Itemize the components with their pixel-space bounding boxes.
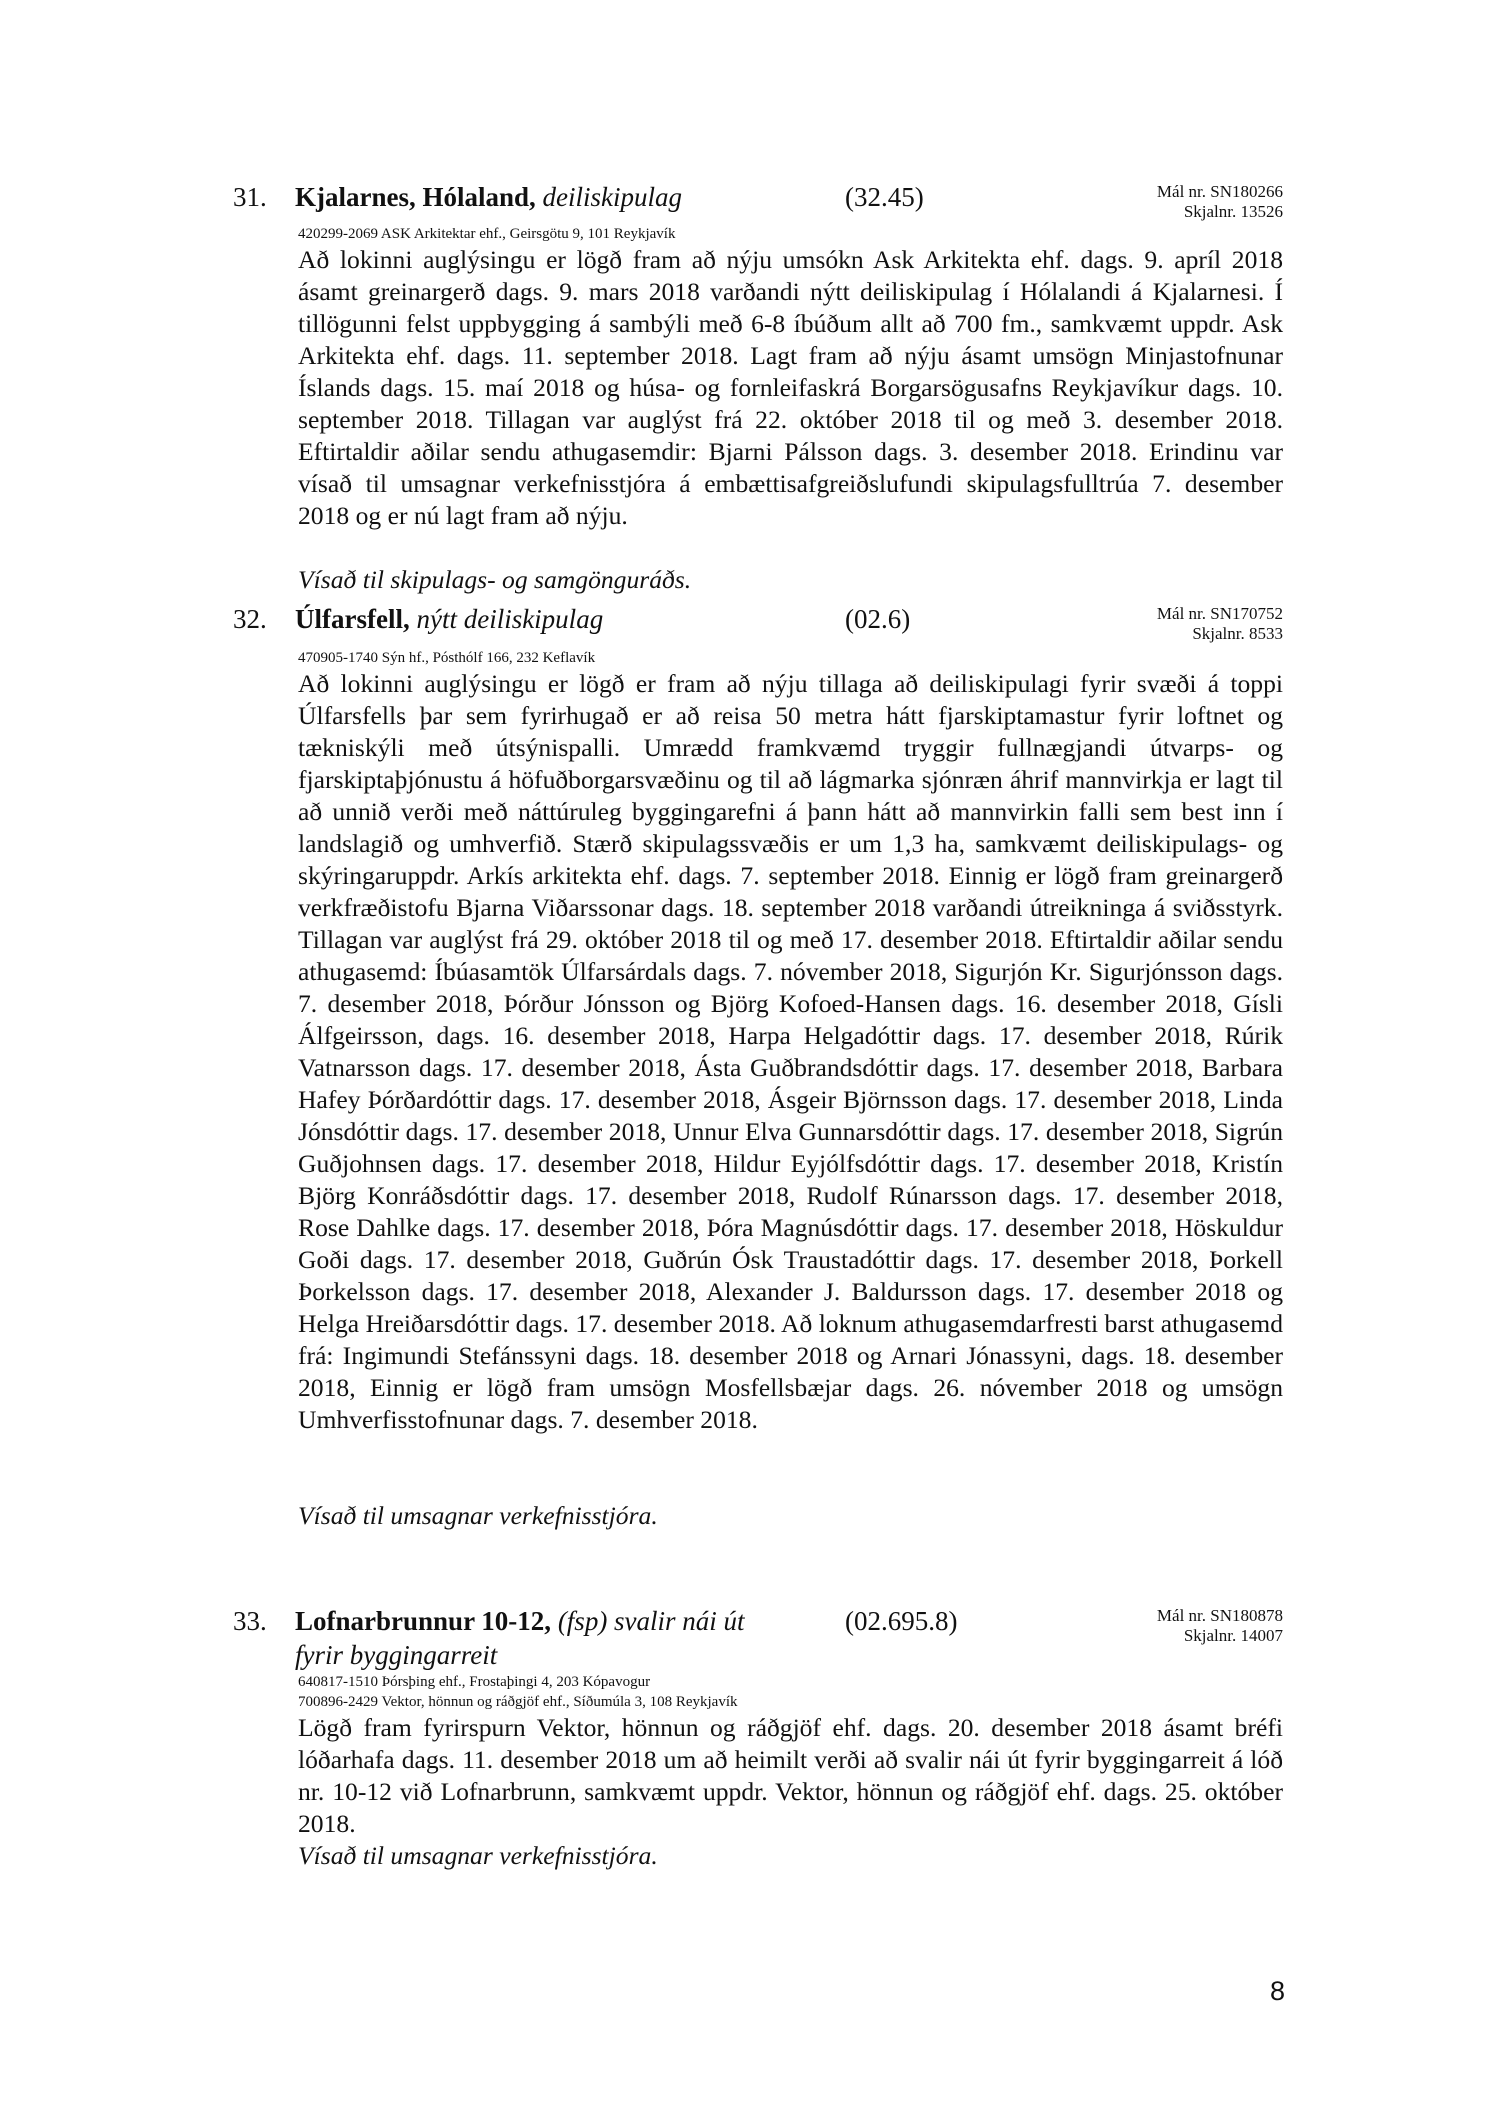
item-title-italic-cont: fyrir byggingarreit [295,1640,498,1670]
item-title-italic: (fsp) svalir nái út [557,1606,745,1636]
applicant-line: 700896-2429 Vektor, hönnun og ráðgjöf ehf., Síðumúla 3, 108 Reykjavík [298,1694,738,1710]
item-number: 32. [233,604,267,634]
item-reference: (02.695.8) [845,1606,958,1636]
record-number: Skjalnr. 14007 [1183,1626,1283,1645]
item-title-bold: Úlfarsfell, [295,604,410,634]
case-number: Mál nr. SN180266 [1156,182,1283,201]
item-title [295,602,815,636]
item-title-italic: nýtt deiliskipulag [416,604,604,634]
item-title [295,1604,815,1672]
item-reference: (02.6) [845,604,911,634]
case-numbers [1157,1606,1283,1646]
item-number: 33. [233,1606,267,1636]
record-number: Skjalnr. 13526 [1183,202,1283,221]
item-title-bold: Lofnarbrunnur 10-12, [295,1606,552,1636]
item-title-italic: deiliskipulag [542,182,683,212]
item-conclusion: Vísað til umsagnar verkefnisstjóra. [298,1841,658,1870]
item-title-bold: Kjalarnes, Hólaland, [295,182,536,212]
item-body: Að lokinni auglýsingu er lögð fram að nýju umsókn Ask Arkitekta ehf. dags. 9. apríl 2018 ásamt greinargerð dags. 9. mars 2018 varðandi nýtt deiliskipulag í Hólalandi á Kjalarnesi. Í tillögunni felst uppbygging á sambýli með 6-8 íbúðum allt að 700 fm., samkvæmt uppdr. Ask Arkitekta ehf. dags. 11. september 2018. Lagt fram að nýju ásamt umsögn Minjastofnunar Íslands dags. 15. maí 2018 og húsa- og fornleifaskrá Borgarsögusafns Reykjavíkur dags. 10. september 2018. Tillagan var auglýst frá 22. október 2018 til og með 3. desember 2018. Eftirtaldir aðilar sendu athugasemdir: Bjarni Pálsson dags. 3. desember 2018. Erindinu var vísað til umsagnar verkefnisstjóra á embættisafgreiðslufundi skipulagsfulltrúa 7. desember 2018 og er nú lagt fram að nýju. [298,245,1283,530]
applicant-line: 640817-1510 Þórsþing ehf., Frostaþingi 4, 203 Kópavogur [298,1674,651,1690]
item-conclusion: Vísað til umsagnar verkefnisstjóra. [298,1501,658,1530]
case-number: Mál nr. SN180878 [1156,1606,1283,1625]
item-reference: (32.45) [845,182,924,212]
case-number: Mál nr. SN170752 [1156,604,1283,623]
item-body: Að lokinni auglýsingu er lögð er fram að nýju tillaga að deiliskipulagi fyrir svæði á toppi Úlfarsfells þar sem fyrirhugað er að reisa 50 metra hátt fjarskiptamastur fyrir loftnet og tækniskýli með útsýnispalli. Umrædd framkvæmd tryggir fullnægjandi útvarps- og fjarskiptaþjónustu á höfuðborgarsvæðinu og til að lágmarka sjónræn áhrif mannvirkja er lagt til að unnið verði með náttúruleg byggingarefni á þann hátt að mannvirkin falli sem best inn í landslagið og umhverfið. Stærð skipulagssvæðis er um 1,3 ha, samkvæmt deiliskipulags- og skýringaruppdr. Arkís arkitekta ehf. dags. 7. september 2018. Einnig er lögð fram greinargerð verkfræðistofu Bjarna Viðarssonar dags. 18. september 2018 varðandi útreikninga á sviðsstyrk. Tillagan var auglýst frá 29. október 2018 til og með 17. desember 2018. Eftirtaldir aðilar sendu athugasemd: Íbúasamtök Úlfarsárdals dags. 7. nóvember 2018, Sigurjón Kr. Sigurjónsson dags. 7. desember 2018, Þórður Jónsson og Björg Kofoed-Hansen dags. 16. desember 2018, Gísli Álfgeirsson, dags. 16. desember 2018, Harpa Helgadóttir dags. 17. desember 2018, Rúrik Vatnarsson dags. 17. desember 2018, Ásta Guðbrandsdóttir dags. 17. desember 2018, Barbara Hafey Þórðardóttir dags. 17. desember 2018, Ásgeir Björnsson dags. 17. desember 2018, Linda Jónsdóttir dags. 17. desember 2018, Unnur Elva Gunnarsdóttir dags. 17. desember 2018, Sigrún Guðjohnsen dags. 17. desember 2018, Hildur Eyjólfsdóttir dags. 17. desember 2018, Kristín Björg Konráðsdóttir dags. 17. desember 2018, Rudolf Rúnarsson dags. 17. desember 2018, Rose Dahlke dags. 17. desember 2018, Þóra Magnúsdóttir dags. 17. desember 2018, Höskuldur Goði dags. 17. desember 2018, Guðrún Ósk Traustadóttir dags. 17. desember 2018, Þorkell Þorkelsson dags. 17. desember 2018, Alexander J. Baldursson dags. 17. desember 2018 og Helga Hreiðarsdóttir dags. 17. desember 2018. Að loknum athugasemdarfresti barst athugasemd frá: Ingimundi Stefánssyni dags. 18. desember 2018 og Arnari Jónassyni, dags. 18. desember 2018, Einnig er lögð fram umsögn Mosfellsbæjar dags. 26. nóvember 2018 og umsögn Umhverfisstofnunar dags. 7. desember 2018. [298,669,1283,1434]
applicant-line: 470905-1740 Sýn hf., Pósthólf 166, 232 Keflavík [298,650,596,666]
item-conclusion: Vísað til skipulags- og samgönguráðs. [298,565,692,594]
page-number: 8 [1269,1976,1285,2006]
item-number: 31. [233,182,267,212]
item-body: Lögð fram fyrirspurn Vektor, hönnun og ráðgjöf ehf. dags. 20. desember 2018 ásamt bréfi lóðarhafa dags. 11. desember 2018 um að heimilt verði að svalir nái út fyrir byggingarreit á lóð nr. 10-12 við Lofnarbrunn, samkvæmt uppdr. Vektor, hönnun og ráðgjöf ehf. dags. 25. október 2018. [298,1713,1283,1838]
applicant-line: 420299-2069 ASK Arkitektar ehf., Geirsgötu 9, 101 Reykjavík [298,226,676,242]
applicant-list [298,648,595,668]
record-number: Skjalnr. 8533 [1192,624,1283,643]
item-title [295,180,815,214]
applicant-list [298,224,675,244]
case-numbers [1157,604,1283,644]
case-numbers [1157,182,1283,222]
applicant-list [298,1672,738,1712]
